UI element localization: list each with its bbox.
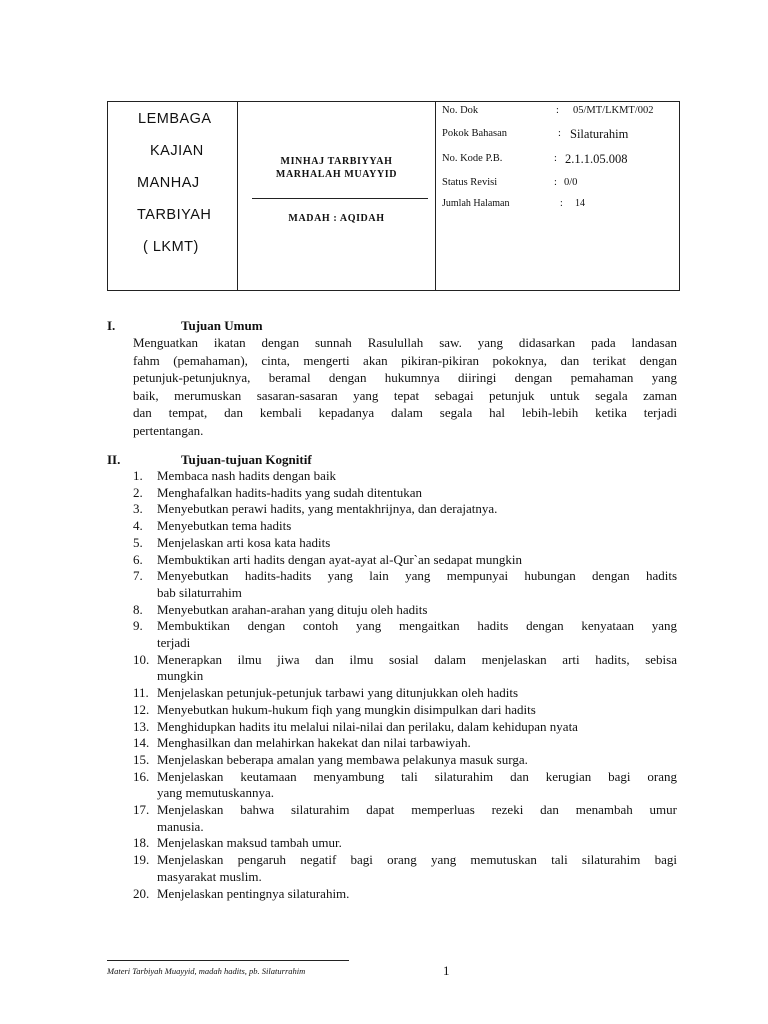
objective-item xyxy=(133,652,677,685)
item-text: Menyebutkan hukum-hukum fiqh yang mungkin disimpulkan dari hadits xyxy=(157,701,536,717)
item-number: 18. xyxy=(133,835,150,851)
item-text: Menjelaskan pentingnya silaturahim. xyxy=(157,885,350,901)
item-text: Menjelaskan maksud tambah umur. xyxy=(157,835,342,851)
item-text: bab silaturrahim xyxy=(157,584,242,600)
item-number: 9. xyxy=(133,618,143,634)
item-number: 19. xyxy=(133,852,150,868)
paragraph-line: dan tempat, dan kembali kepadanya dalam segala hal lebih-lebih ketika terjadi xyxy=(133,405,677,421)
meta-colon: : xyxy=(554,153,557,164)
objectives-list xyxy=(133,468,677,902)
objective-item xyxy=(133,769,677,802)
meta-value: 05/MT/LKMT/002 xyxy=(573,105,654,116)
institution-line: LEMBAGA xyxy=(138,111,212,127)
item-number: 14. xyxy=(133,735,150,751)
institution-line: ( LKMT) xyxy=(143,239,199,255)
institution-line: TARBIYAH xyxy=(137,207,212,223)
objective-item xyxy=(133,552,677,569)
section-number: II. xyxy=(107,452,121,467)
objective-item xyxy=(133,568,677,601)
item-number: 17. xyxy=(133,802,150,818)
meta-value: 2.1.1.05.008 xyxy=(565,152,628,166)
item-text: Menyebutkan tema hadits xyxy=(157,518,292,534)
item-text: Menjelaskan keutamaan menyambung tali silaturahim dan kerugian bagi orang xyxy=(157,768,677,784)
paragraph-line: baik, merumuskan sasaran-sasaran yang tepat sebagai petunjuk untuk segala zaman xyxy=(133,387,677,403)
item-text: yang memutuskannya. xyxy=(157,785,274,801)
item-number: 8. xyxy=(133,601,143,617)
objective-item xyxy=(133,835,677,852)
item-number: 13. xyxy=(133,718,150,734)
objective-item xyxy=(133,852,677,885)
objective-item xyxy=(133,735,677,752)
objective-item xyxy=(133,468,677,485)
meta-label: Jumlah Halaman xyxy=(442,198,510,209)
footnote-divider xyxy=(107,960,349,961)
item-number: 16. xyxy=(133,768,150,784)
item-text: Menjelaskan petunjuk-petunjuk tarbawi yang ditunjukkan oleh hadits xyxy=(157,685,519,701)
objective-item xyxy=(133,752,677,769)
program-subtitle: MARHALAH MUAYYID xyxy=(275,169,398,180)
item-text: Menjelaskan arti kosa kata hadits xyxy=(157,534,331,550)
meta-label: No. Dok xyxy=(442,105,479,116)
objective-item xyxy=(133,501,677,518)
section-title: Tujuan-tujuan Kognitif xyxy=(181,452,312,467)
item-text: mungkin xyxy=(157,668,204,684)
objective-item xyxy=(133,719,677,736)
item-number: 6. xyxy=(133,551,143,567)
item-text: Menyebutkan hadits-hadits yang lain yang mempunyai hubungan dengan hadits xyxy=(157,568,677,584)
item-number: 5. xyxy=(133,534,143,550)
meta-value: 14 xyxy=(575,198,585,209)
item-number: 7. xyxy=(133,568,143,584)
section-title: Tujuan Umum xyxy=(181,318,263,333)
item-text: Menjelaskan beberapa amalan yang membawa pelakunya masuk surga. xyxy=(157,751,528,767)
meta-label: Pokok Bahasan xyxy=(442,128,508,139)
objective-item xyxy=(133,602,677,619)
item-number: 12. xyxy=(133,701,150,717)
paragraph-line: petunjuk-petunjuknya, beramal dengan hukumnya diiringi dengan pemahaman yang xyxy=(133,370,677,386)
document-meta-cell xyxy=(436,102,679,290)
item-text: Menghidupkan hadits itu melalui nilai-nilai dan perilaku, dalam kehidupan nyata xyxy=(157,718,578,734)
objective-item xyxy=(133,485,677,502)
institution-line: KAJIAN xyxy=(150,143,204,159)
objective-item xyxy=(133,886,677,903)
item-text: Menyebutkan perawi hadits, yang mentakhrijnya, dan derajatnya. xyxy=(157,501,498,517)
item-text: Menghasilkan dan melahirkan hakekat dan nilai tarbawiyah. xyxy=(157,735,471,751)
institution-line: MANHAJ xyxy=(137,175,200,191)
item-text: Menjelaskan bahwa silaturahim dapat memperluas rezeki dan menambah umur xyxy=(157,802,677,818)
program-title: MINHAJ TARBIYYAH xyxy=(280,156,393,167)
divider xyxy=(252,198,428,199)
item-text: terjadi xyxy=(157,635,191,651)
item-number: 20. xyxy=(133,885,150,901)
footnote: Materi Tarbiyah Muayyid, madah hadits, pb. Silaturrahim xyxy=(107,966,306,976)
item-text: Menerapkan ilmu jiwa dan ilmu sosial dalam menjelaskan arti hadits, sebisa xyxy=(157,651,677,667)
institution-cell xyxy=(108,102,238,290)
page-number: 1 xyxy=(443,963,450,978)
item-text: Membuktikan dengan contoh yang mengaitkan hadits dengan kenyataan yang xyxy=(157,618,677,634)
meta-colon: : xyxy=(556,105,559,116)
meta-label: No. Kode P.B. xyxy=(442,153,503,164)
objective-item xyxy=(133,618,677,651)
objective-item xyxy=(133,802,677,835)
objective-item xyxy=(133,685,677,702)
section-number: I. xyxy=(107,318,116,333)
meta-colon: : xyxy=(558,128,561,139)
item-number: 2. xyxy=(133,484,143,500)
item-text: Menghafalkan hadits-hadits yang sudah ditentukan xyxy=(157,484,422,500)
meta-value: 0/0 xyxy=(564,177,578,188)
meta-value: Silaturahim xyxy=(570,127,629,141)
item-text: Membaca nash hadits dengan baik xyxy=(157,468,337,483)
meta-label: Status Revisi xyxy=(442,177,498,188)
item-number: 15. xyxy=(133,751,150,767)
objective-item xyxy=(133,518,677,535)
madah-label: MADAH : AQIDAH xyxy=(288,213,385,224)
paragraph-line: pertentangan. xyxy=(133,422,204,438)
objective-item xyxy=(133,702,677,719)
section-paragraph xyxy=(133,334,677,440)
item-number: 1. xyxy=(133,468,143,483)
paragraph-line: fahm (pemahaman), cinta, mengerti akan pikiran-pikiran pokoknya, dan terikat dengan xyxy=(133,352,677,368)
program-cell xyxy=(238,102,436,290)
item-text: Menjelaskan pengaruh negatif bagi orang yang memutuskan tali silaturahim bagi xyxy=(157,852,677,868)
meta-colon: : xyxy=(554,177,557,188)
item-number: 4. xyxy=(133,518,143,534)
header-table xyxy=(107,101,680,291)
meta-colon: : xyxy=(560,198,563,209)
item-text: Menyebutkan arahan-arahan yang dituju oleh hadits xyxy=(157,601,428,617)
objective-item xyxy=(133,535,677,552)
paragraph-line: Menguatkan ikatan dengan sunnah Rasulullah saw. yang didasarkan pada landasan xyxy=(133,335,677,350)
item-number: 3. xyxy=(133,501,143,517)
item-text: Membuktikan arti hadits dengan ayat-ayat al-Qur`an sedapat mungkin xyxy=(157,551,522,567)
item-number: 11. xyxy=(133,685,149,701)
item-number: 10. xyxy=(133,651,150,667)
item-text: masyarakat muslim. xyxy=(157,868,262,884)
item-text: manusia. xyxy=(157,818,204,834)
